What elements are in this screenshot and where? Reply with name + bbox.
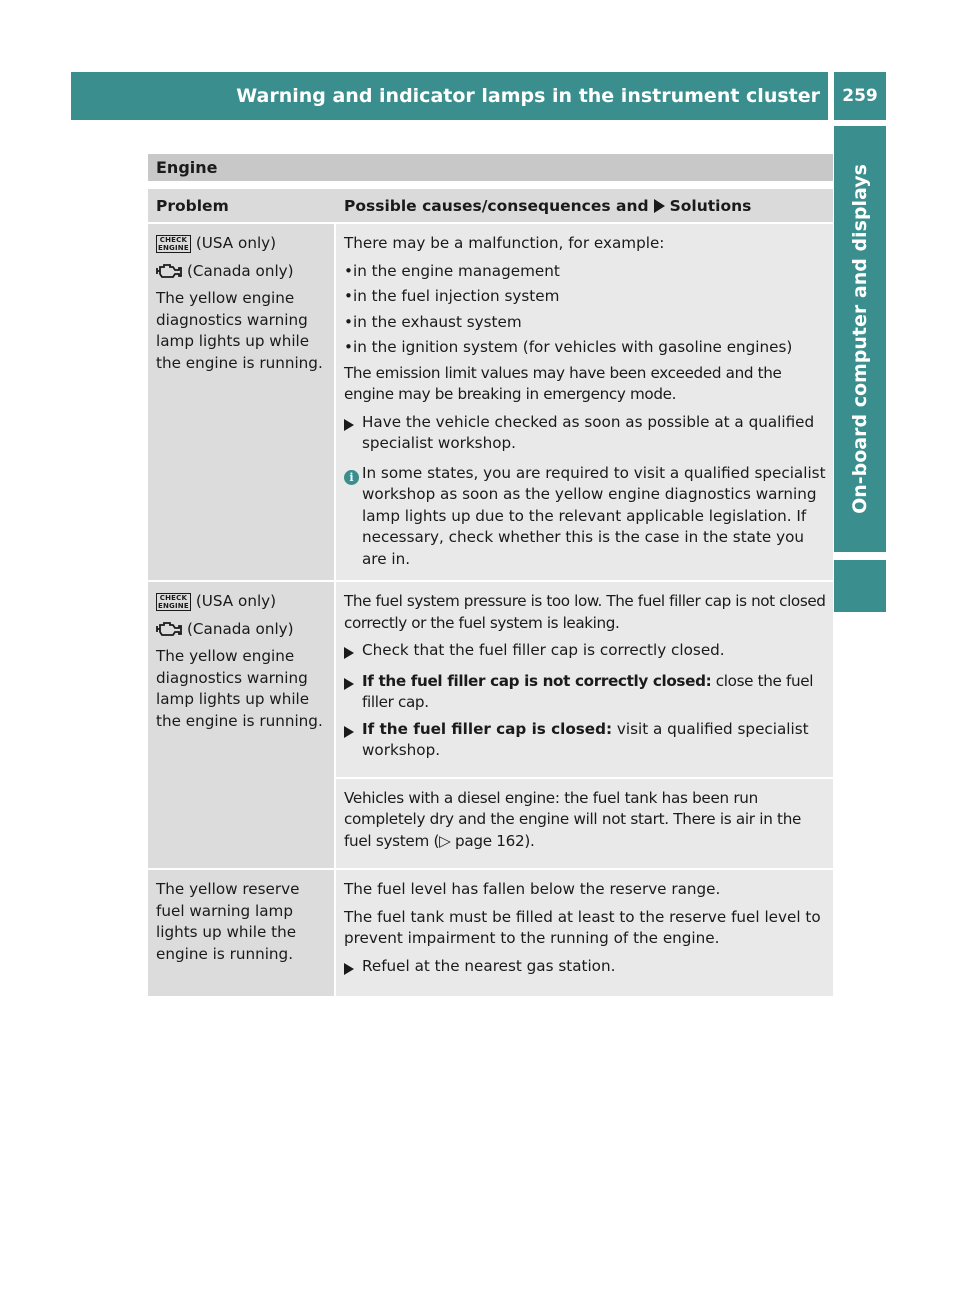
solution-cell: The fuel system pressure is too low. The fuel filler cap is not closed correctly or the fuel system is leaking. Check that the fuel filler cap is correctly closed. If the fuel filler cap is not correctly closed: close the fuel filler cap. If the fuel filler cap is closed: visit a qualified specialist workshop. (336, 582, 833, 777)
engine-table (148, 154, 833, 996)
list-item: • in the fuel injection system (344, 287, 560, 305)
info-note: i In some states, you are required to visit a qualified specialist workshop as soon as the yellow engine diagnostics warning lamp lights up due to the relevant applicable legislation. If necessary, check whether this is the case in the state you are in. (344, 463, 827, 571)
solution-cell: There may be a malfunction, for example: • in the engine management • in the fuel injection system • in the exhaust system • in the ignition system (for vehicles with gasoline engines) The emission limit values may have been exceeded and the engine may be breaking in emergency mode. Have the vehicle checked as soon as possible at a qualified specialist workshop. i In some states, you are required to visit a qualified specialist workshop as soon as the yellow engine diagnostics warning lamp lights up due to the relevant applicable legislation. If necessary, check whether this is the case in the state you are in. (336, 224, 833, 580)
engine-icon (156, 263, 182, 279)
column-problem: Problem (156, 196, 229, 215)
action-step: Refuel at the nearest gas station. (344, 956, 827, 982)
list-item: • in the engine management (344, 261, 560, 280)
problem-cell: CHECK ENGINE (USA only) (Canada only) The yellow engine diagnostics warning lamp lights up while the engine is running. (148, 224, 334, 580)
check-engine-icon: CHECK ENGINE (158, 235, 189, 252)
action-step: Have the vehicle checked as soon as possible at a qualified specialist workshop. (344, 412, 827, 455)
action-arrow-icon (344, 678, 354, 690)
check-engine-icon: CHECK ENGINE (158, 593, 189, 610)
chapter-side-tab: On-board computer and displays (834, 126, 886, 552)
column-solutions: Possible causes/consequences and Solutions (344, 196, 752, 215)
table-title: Engine (148, 154, 833, 181)
table-row (148, 870, 833, 996)
arrow-icon (654, 199, 665, 213)
engine-icon (156, 621, 182, 637)
list-item: • in the ignition system (for vehicles with gasoline engines) (344, 338, 793, 356)
table-row (148, 224, 833, 580)
page-reference-icon: ▷ (439, 831, 451, 850)
page-number: 259 (834, 72, 886, 120)
action-step: Check that the fuel filler cap is correctly closed. (344, 640, 827, 666)
table-header (148, 189, 833, 222)
action-arrow-icon (344, 419, 354, 431)
action-arrow-icon (344, 647, 354, 659)
problem-cell: CHECK ENGINE (USA only) (Canada only) The yellow engine diagnostics warning lamp lights up while the engine is running. (148, 582, 334, 868)
problem-cell: The yellow reserve fuel warning lamp lights up while the engine is running. (148, 870, 334, 996)
table-row (148, 582, 833, 868)
page-header-title: Warning and indicator lamps in the instrument cluster (71, 72, 828, 120)
solution-cell-diesel: Vehicles with a diesel engine: the fuel tank has been run completely dry and the engine will not start. There is air in the fuel system (▷ page 162). (336, 779, 833, 869)
action-arrow-icon (344, 963, 354, 975)
action-arrow-icon (344, 726, 354, 738)
solution-cell: The fuel level has fallen below the reserve range. The fuel tank must be filled at least to the reserve fuel level to prevent impairment to the running of the engine. Refuel at the nearest gas station. (336, 870, 833, 996)
action-step: If the fuel filler cap is not correctly closed: close the fuel filler cap. (344, 671, 827, 714)
info-icon: i (344, 470, 359, 485)
side-tab-marker (834, 560, 886, 612)
list-item: • in the exhaust system (344, 312, 522, 331)
action-step: If the fuel filler cap is closed: visit a qualified specialist workshop. (344, 719, 827, 762)
